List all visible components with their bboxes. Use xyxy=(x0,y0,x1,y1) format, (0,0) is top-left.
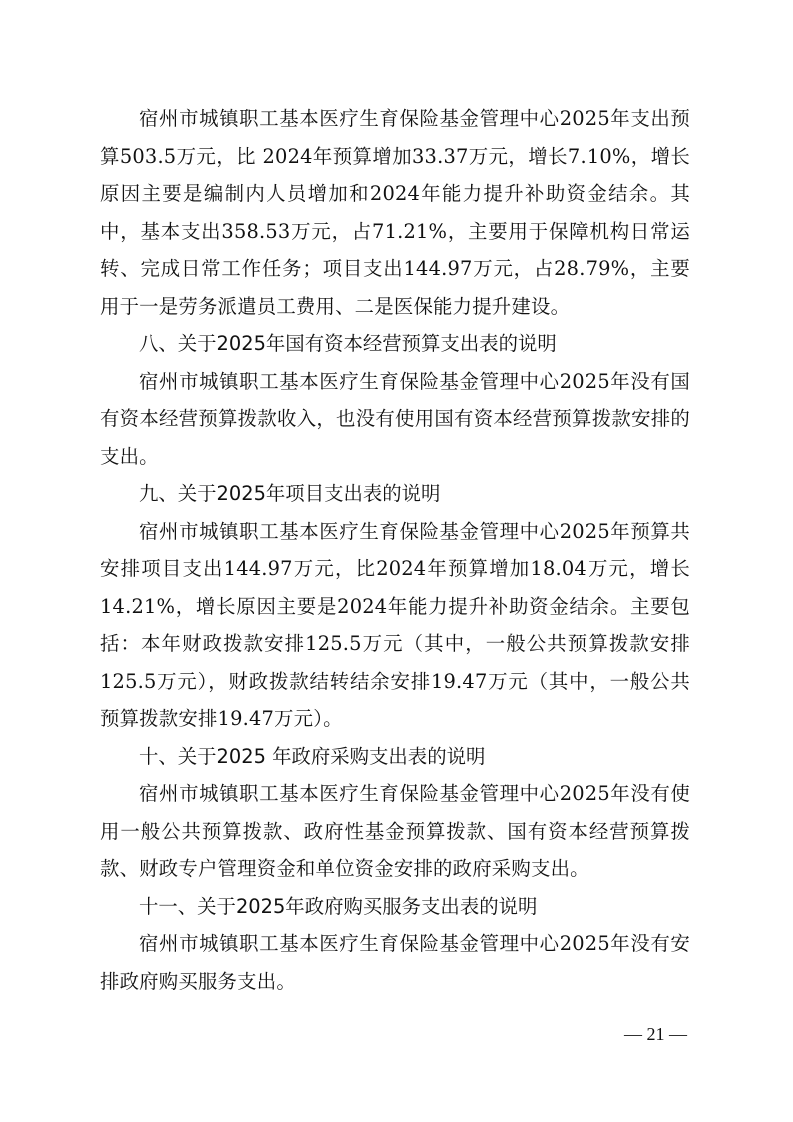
section-body-8: 宿州市城镇职工基本医疗生育保险基金管理中心2025年没有国有资本经营预算拨款收入，也没有使用国有资本经营预算拨款安排的支出。 xyxy=(100,369,690,468)
page-number: — 21 — xyxy=(624,1024,687,1044)
page-content xyxy=(100,100,690,1000)
section-heading-11: 十一、关于2025年政府购买服务支出表的说明 xyxy=(139,894,538,918)
section-body-10: 宿州市城镇职工基本医疗生育保险基金管理中心2025年没有使用一般公共预算拨款、政府性基金预算拨款、国有资本经营预算拨款、财政专户管理资金和单位资金安排的政府采购支出。 xyxy=(100,782,690,880)
section-heading-8: 八、关于2025年国有资本经营预算支出表的说明 xyxy=(139,332,557,355)
section-body-11: 宿州市城镇职工基本医疗生育保险基金管理中心2025年没有安排政府购买服务支出。 xyxy=(100,932,690,993)
body-paragraph-expenditure: 宿州市城镇职工基本医疗生育保险基金管理中心2025年支出预算503.5万元，比 2024年预算增加33.37万元，增长7.10%，增长原因主要是编制内人员增加和2024年能力提升补助资金结余。其中，基本支出358.53万元，占71.21%，主要用于保障机构日常运转、完成日常工作任务；项目支出144.97万元，占28.79%，主要用于一是劳务派遣员工费用、二是医保能力提升建设。 xyxy=(100,107,690,318)
section-heading-9: 九、关于2025年项目支出表的说明 xyxy=(139,482,441,505)
section-heading-10: 十、关于2025 年政府采购支出表的说明 xyxy=(139,744,486,768)
section-body-9: 宿州市城镇职工基本医疗生育保险基金管理中心2025年预算共安排项目支出144.97万元，比2024年预算增加18.04万元，增长14.21%，增长原因主要是2024年能力提升补助资金结余。主要包括：本年财政拨款安排125.5万元（其中，一般公共预算拨款安排125.5万元），财政拨款结转结余安排19.47万元（其中，一般公共预算拨款安排19.47万元）。 xyxy=(100,519,690,730)
